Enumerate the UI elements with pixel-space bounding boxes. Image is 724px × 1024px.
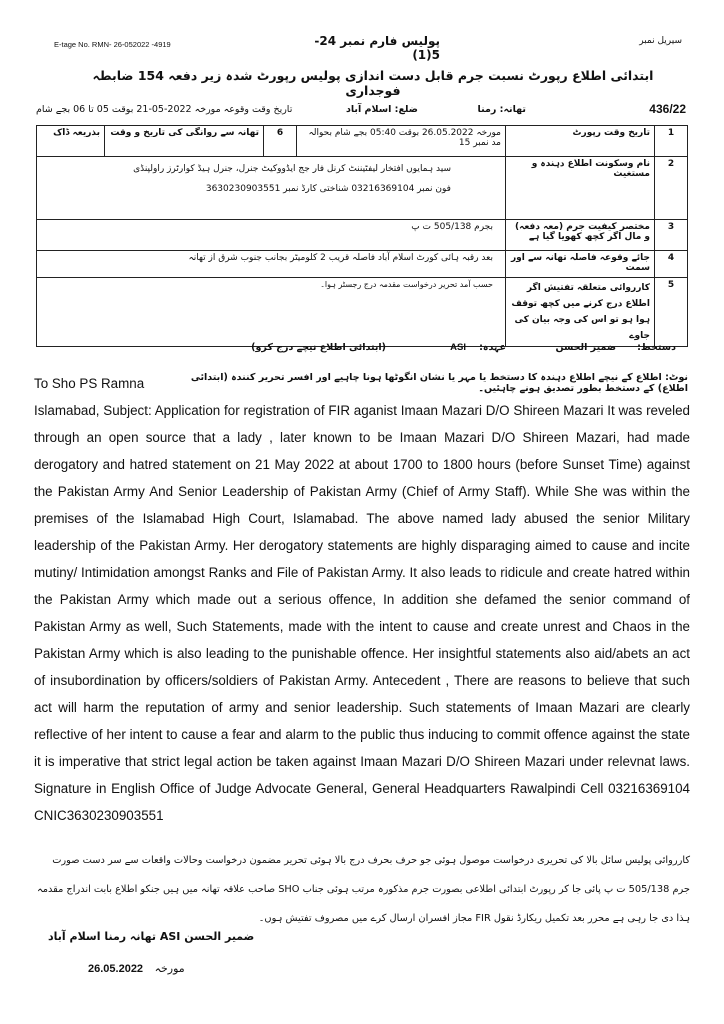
row-number: 4	[655, 251, 688, 278]
fir-table	[36, 125, 688, 347]
body-rest: Islamabad, Subject: Application for registration of FIR aganist Imaan Mazari D/O Shireen Mazari It was reveled through an open source that a lady , later known to be Imaan Mazari D/O Shireen Mazari, had made derogatory and hatred statement on 21 May 2022 at about 1700 to 1800 hours (before Sunset Time) against the Pakistan Army And Senior Leadership of Pakistan Army (Chief of Army Staff). While She was within the premises of the Islamabad High Court, Islamabad. The above named lady abused the senior Military leadership of the Pakistan Army. Her derogatory statements are highly disparaging aimed to cause and incite mutiny/ Intimidation amongst Ranks and File of Pakistan Army. It also leads to ridicule and create hatred within the Pakistan Army which made out a serious offence, In addition she defamed the senior command of Pakistan Army as well, Such Statements, made with the intent to cause and create unrest and Chaos in the Pakistan Army which is also leading to the punishable offence. Her insightful statements also aid/abets an act of insubordination by officers/soldiers of Pakistan Army. Antecedent , There are reasons to believe that such act will harm the reputation of army and senior leadership. Such statements of Imaan Mazari are clearly reflective of her intent to cause a fear and alarm to the public thus inducing to commit offence against the state it is imperative that strict legal action be taken against Imaan Mazari D/O Shireen Mazari under relevnat laws. Signature in English Office of Judge Advocate General, General Headquarters Rawalpindi Cell 03216369104 CNIC3630230903551	[34, 403, 690, 823]
complaint-body	[34, 370, 690, 829]
date-value: 26.05.2022	[88, 963, 144, 975]
officer-name: ضمیر الحسن	[555, 342, 616, 353]
rank-label: عہدہ:	[479, 342, 506, 353]
row-label: تاریخ وقت رپورٹ	[506, 126, 655, 157]
table-row	[37, 220, 688, 251]
table-row	[37, 251, 688, 278]
footer-date	[88, 962, 185, 975]
row-label: نام وسکونت اطلاع دہندہ و مستغیث	[506, 157, 655, 220]
row-number: 6	[264, 126, 297, 157]
row-value: بجرم 505/138 ت پ	[37, 220, 506, 251]
occurrence-datetime: تاریخ وقت وقوعہ مورخہ 2022-05-21 بوقت 05 تا 06 بجے شام	[36, 104, 293, 115]
row-number: 1	[655, 126, 688, 157]
row-number: 5	[655, 278, 688, 347]
form-number: پولیس فارم نمبر 24-5(1)	[314, 34, 440, 62]
row-value: بعد رقبہ ہائی کورٹ اسلام آباد فاصلہ قریب 2 کلومیٹر بجانب جنوب شرق از تھانہ	[37, 251, 506, 278]
row-number: 2	[655, 157, 688, 220]
signer-name: ضمیر الحسن ASI تھانہ رمنا اسلام آباد	[48, 930, 255, 943]
police-action-paragraph: کارروائی پولیس سائل بالا کی تحریری درخواست موصول ہوئی جو حرف بحرف درج بالا ہوئی تحریر مضمون درخواست وحالات واقعات سے سر دست صورت جرم 505/138 ت پ پائی جا کر رپورٹ ابتدائی اطلاعی بصورت جرم مذکورہ مرتب ہوئی جناب SHO صاحب علاقہ تھانہ میں ہیں جنکو اطلاع بابت اندراج مقدمہ ہذا دی جا رہی ہے محرر بعد تکمیل ریکارڈ نقول FIR مجاز افسران ارسال کرے میں مصروف تفتیش ہوں۔	[36, 855, 690, 924]
row-number: 3	[655, 220, 688, 251]
date-label: مورخہ	[154, 962, 185, 975]
row-label: مختصر کیفیت جرم (معہ دفعہ) و مال اگر کچھ کھویا گیا ہے	[506, 220, 655, 251]
serial-label: سیریل نمبر	[639, 36, 682, 46]
police-station: تھانہ: رمنا	[477, 104, 526, 115]
row-label: جائے وقوعہ فاصلہ تھانہ سے اور سمت	[506, 251, 655, 278]
signature-line	[36, 342, 686, 360]
table-row	[37, 278, 688, 347]
dispatch-mode: بذریعہ ڈاک	[37, 126, 105, 157]
etag-number: E-tage No. RMN- 26-052022 -4919	[54, 40, 171, 49]
table-row	[37, 157, 688, 220]
district: ضلع: اسلام آباد	[345, 104, 418, 115]
signature-label: دستخط:	[637, 342, 676, 353]
meta-line	[36, 104, 686, 122]
complainant-contact: فون نمبر 03216369104 شناختی کارڈ نمبر 3630230903551	[205, 184, 451, 194]
row-label: کارروائی متعلقہ تفتیش اگر اطلاع درج کرنے میں کچھ توقف ہوا ہو تو اس کی وجہ بیان کی جاوے	[506, 278, 655, 347]
row-value: حسب آمد تحریر درخواست مقدمہ درج رجسٹر ہوا۔	[37, 278, 506, 347]
row-value	[37, 157, 506, 220]
document-title: ابتدائی اطلاع رپورٹ نسبت جرم قابل دست اندازی پولیس رپورٹ شدہ زیر دفعہ 154 ضابطہ فوجداری	[92, 68, 654, 98]
table-row	[37, 126, 688, 157]
fir-number: 436/22	[649, 102, 686, 116]
urdu-note: نوٹ: اطلاع کے نیچے اطلاع دہندہ کا دستخط یا مہر یا نشان انگوٹھا ہونا چاہیے اور افسر تحریر کنندہ (ابتدائی اطلاع) کے دستخط بطور تصدیق ہونے چاہئیں۔	[190, 372, 688, 394]
complainant-name: سید ہمایوں افتخار لیفٹیننٹ کرنل فار جج ایڈووکیٹ جنرل، جنرل ہیڈ کوارٹرز راولپنڈی	[133, 164, 451, 174]
instruction-note: (ابتدائی اطلاع نیچے درج کرو)	[251, 342, 386, 353]
row-value: مورخہ 26.05.2022 بوقت 05:40 بجے شام بحوالہ مد نمبر 15	[297, 126, 506, 157]
officer-rank: ASI	[450, 342, 466, 353]
row-label: تھانہ سے روانگی کی تاریخ و وقت	[105, 126, 264, 157]
body-lead: To Sho PS Ramna	[34, 376, 145, 391]
